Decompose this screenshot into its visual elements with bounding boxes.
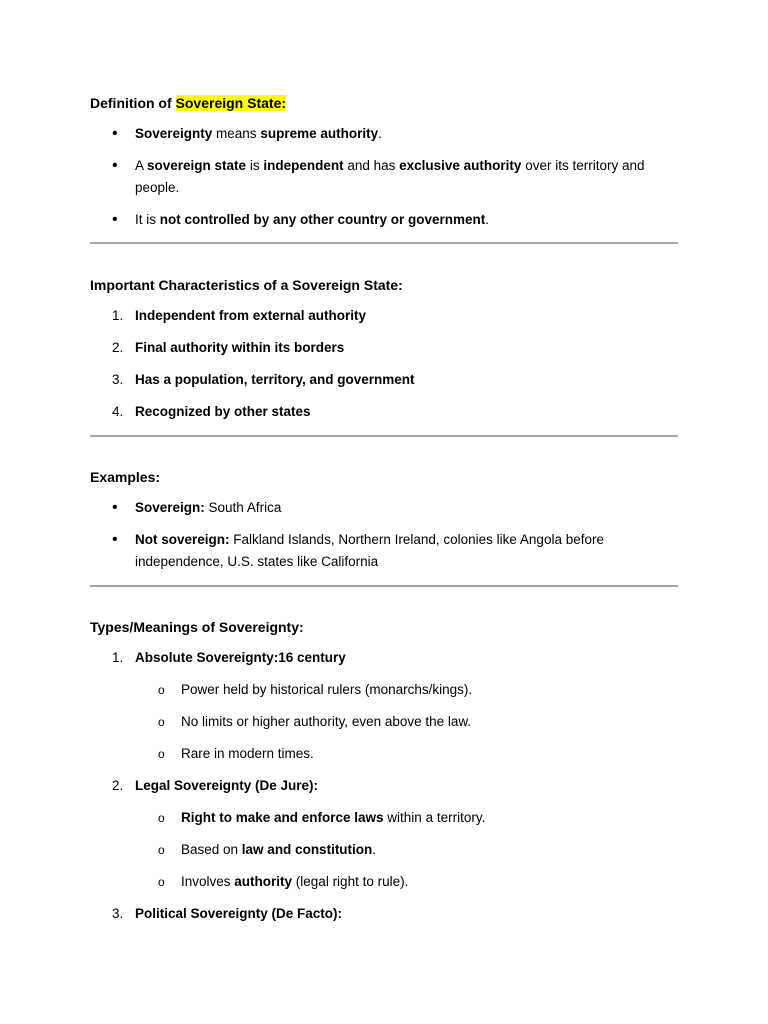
text: Involves (181, 874, 235, 889)
list-number: 3. (112, 906, 124, 921)
list-number: 4. (112, 404, 124, 419)
type-political (135, 903, 655, 925)
text: Recognized by other states (135, 404, 311, 419)
term: Right to make and enforce laws (181, 810, 384, 825)
definition-item-3 (135, 209, 655, 231)
text: Political Sovereignty (De Facto): (135, 906, 343, 921)
sub-item: No limits or higher authority, even above the law. (181, 714, 472, 729)
section-divider (90, 585, 678, 587)
bullet-icon: • (112, 531, 118, 548)
text: . (372, 842, 377, 857)
bullet-icon: • (112, 211, 118, 228)
characteristic-item (135, 401, 655, 423)
example-item-not-sovereign (135, 529, 625, 573)
bullet-icon: • (112, 125, 118, 142)
label: Not sovereign: (135, 532, 230, 547)
circle-bullet-icon: o (158, 875, 165, 889)
bullet-icon: • (112, 157, 118, 174)
text: Falkland Islands, Northern Ireland, colonies like Angola before independence, U.S. states like California (135, 532, 604, 569)
circle-bullet-icon: o (158, 683, 165, 697)
sub-item (181, 839, 661, 861)
label: Sovereign: (135, 500, 205, 515)
examples-heading: Examples: (90, 469, 161, 485)
text: is (246, 158, 264, 173)
text: Absolute Sovereignty:16 century (135, 650, 346, 665)
text: A (135, 158, 148, 173)
list-number: 1. (112, 308, 124, 323)
sub-item (181, 871, 661, 893)
type-legal (135, 775, 655, 797)
circle-bullet-icon: o (158, 747, 165, 761)
text: Independent from external authority (135, 308, 367, 323)
term: authority (234, 874, 293, 889)
example-item-sovereign (135, 497, 655, 519)
list-number: 3. (112, 372, 124, 387)
circle-bullet-icon: o (158, 843, 165, 857)
text: Based on (181, 842, 242, 857)
term: sovereign state (147, 158, 247, 173)
text: means (212, 126, 261, 141)
bullet-icon: • (112, 499, 118, 516)
text: within a territory. (383, 810, 486, 825)
text: over its territory and people. (135, 158, 645, 195)
definition-item-2 (135, 155, 655, 199)
definition-heading (90, 94, 286, 112)
text: It is (135, 212, 160, 227)
sub-item (181, 807, 661, 829)
list-number: 2. (112, 340, 124, 355)
text: Legal Sovereignty (De Jure): (135, 778, 319, 793)
term: not controlled by any other country or government (159, 212, 486, 227)
text: Has a population, territory, and government (135, 372, 415, 387)
term: independent (263, 158, 344, 173)
term: Sovereignty (135, 126, 213, 141)
characteristic-item (135, 369, 655, 391)
term: supreme authority (260, 126, 379, 141)
term: exclusive authority (399, 158, 522, 173)
section-divider (90, 242, 678, 244)
text: and has (343, 158, 400, 173)
list-number: 2. (112, 778, 124, 793)
text: Final authority within its borders (135, 340, 345, 355)
section-divider (90, 435, 678, 437)
types-heading: Types/Meanings of Sovereignty: (90, 619, 304, 635)
sub-item: Rare in modern times. (181, 746, 314, 761)
text: . (378, 126, 382, 141)
term: law and constitution (241, 842, 373, 857)
text: (legal right to rule). (292, 874, 409, 889)
text: South Africa (204, 500, 282, 515)
definition-heading-prefix: Definition of (90, 95, 176, 111)
text: . (485, 212, 490, 227)
characteristic-item (135, 337, 655, 359)
sub-item: Power held by historical rulers (monarchs/kings). (181, 682, 473, 697)
definition-heading-highlight: Sovereign State: (175, 95, 287, 111)
characteristics-heading: Important Characteristics of a Sovereign State: (90, 277, 403, 293)
circle-bullet-icon: o (158, 811, 165, 825)
definition-item-1 (135, 123, 655, 145)
type-absolute (135, 647, 655, 669)
characteristic-item (135, 305, 655, 327)
list-number: 1. (112, 650, 124, 665)
circle-bullet-icon: o (158, 715, 165, 729)
